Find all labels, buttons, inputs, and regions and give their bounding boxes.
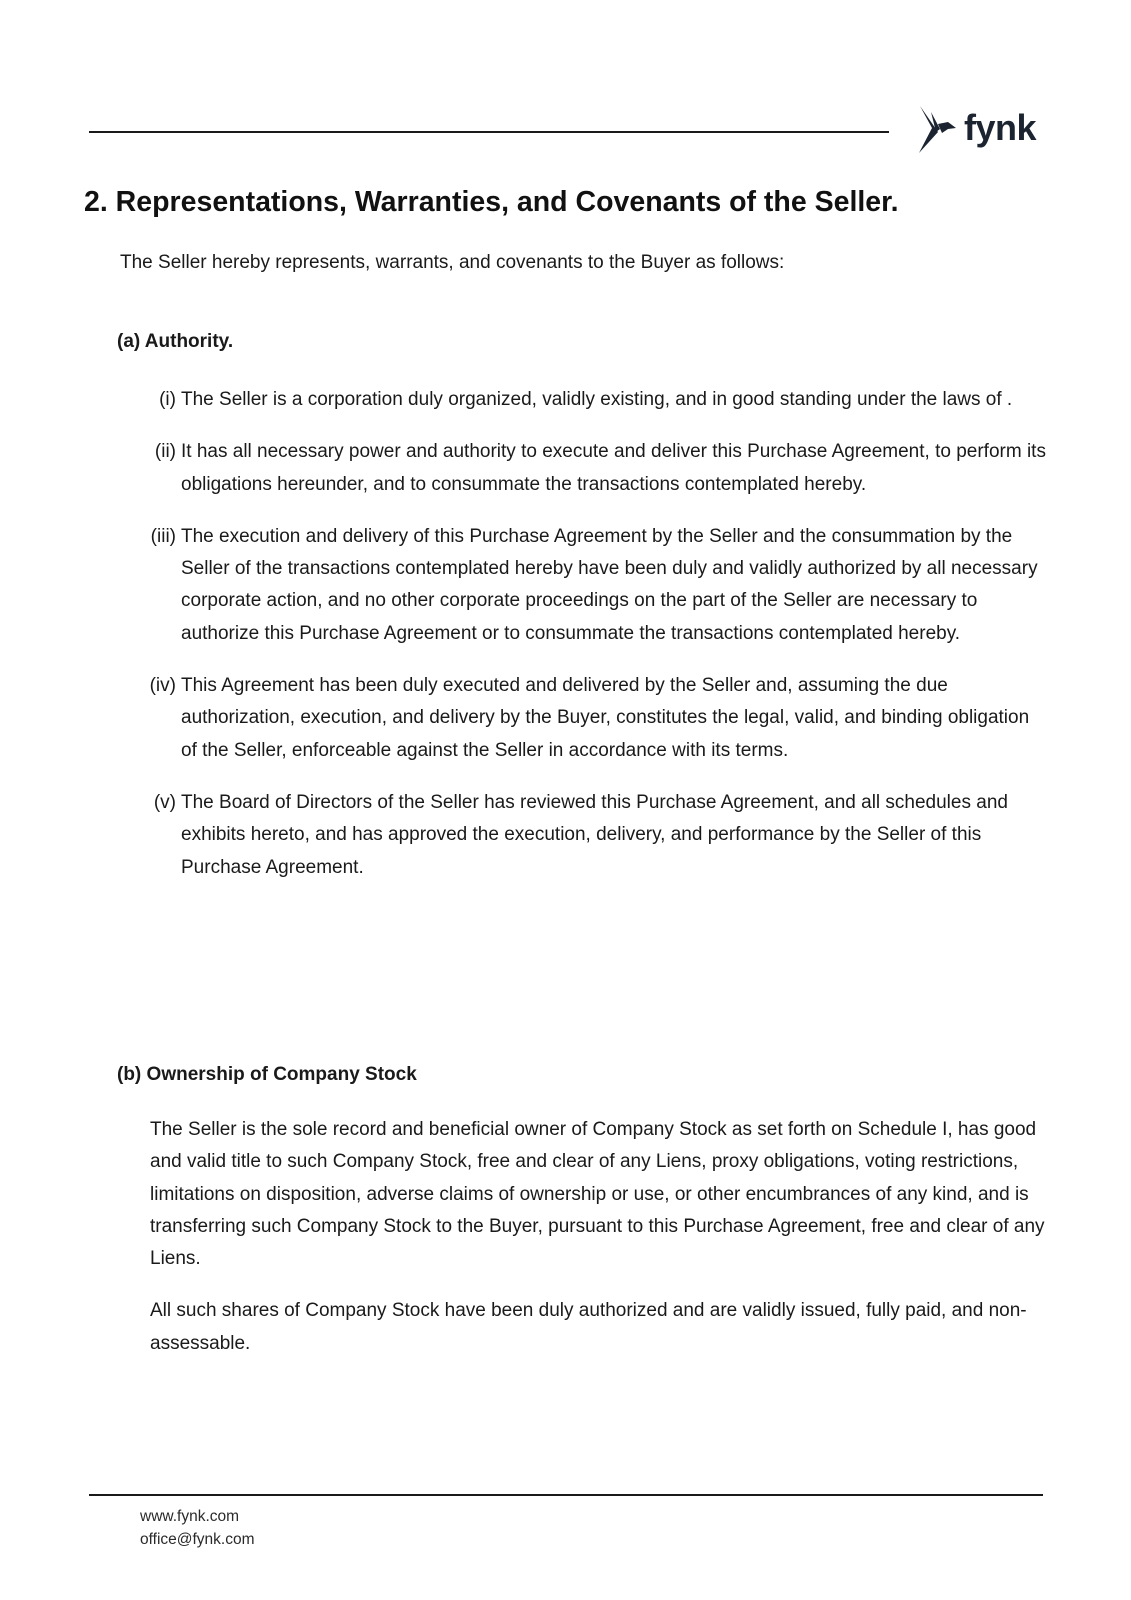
list-item-text: The Board of Directors of the Seller has reviewed this Purchase Agreement, and all schedules and exhibits hereto, and has approved the execution, delivery, and performance by the Seller of this Purchase Agreement. (181, 791, 1008, 878)
brand-logo (918, 102, 1036, 154)
footer-rule (89, 1494, 1043, 1496)
authority-list (117, 384, 1047, 904)
header-rule (89, 131, 889, 133)
footer-website-link[interactable]: www.fynk.com (140, 1508, 240, 1525)
list-item-number: (iii) (150, 525, 176, 547)
list-item (117, 436, 1047, 501)
list-item-text: It has all necessary power and authority to execute and deliver this Purchase Agreement, to perform its obligations hereunder, and to consummate the transactions contemplated hereby. (181, 441, 1046, 495)
footer-email-link[interactable]: office@fynk.com (140, 1531, 255, 1548)
list-item-text: This Agreement has been duly executed and delivered by the Seller and, assuming the due authorization, execution, and delivery by the Buyer, constitutes the legal, valid, and binding obligation of the Seller, enforceable against the Seller in accordance with its terms. (181, 675, 1030, 761)
ownership-paragraph: The Seller is the sole record and beneficial owner of Company Stock as set forth on Schedule I, has good and valid title to such Company Stock, free and clear of any Liens, proxy obligations, voting restrictions, limitations on disposition, adverse claims of ownership or use, or other encumbrances of any kind, and is transferring such Company Stock to the Buyer, pursuant to this Purchase Agreement, free and clear of any Liens. (150, 1119, 1045, 1270)
bird-logo-icon (918, 102, 958, 154)
list-item (117, 787, 1047, 884)
list-item-text: The execution and delivery of this Purchase Agreement by the Seller and the consummation by the Seller of the transactions contemplated hereby have been duly and validly authorized by all necessary corporate action, and no other corporate proceedings on the part of the Seller are necessary to authorize this Purchase Agreement or to consummate the transactions contemplated hereby. (181, 525, 1038, 644)
list-item-text: The Seller is a corporation duly organized, validly existing, and in good standing under the laws of . (181, 389, 1013, 410)
brand-name: fynk (964, 107, 1037, 148)
subsection-ownership-heading: (b) Ownership of Company Stock (117, 1064, 417, 1085)
ownership-body (150, 1114, 1055, 1380)
list-item (117, 521, 1047, 650)
ownership-paragraph: All such shares of Company Stock have been duly authorized and are validly issued, fully paid, and non-assessable. (150, 1300, 1027, 1354)
list-item (117, 384, 1047, 416)
list-item-number: (iv) (149, 675, 176, 697)
section-intro: The Seller hereby represents, warrants, and covenants to the Buyer as follows: (120, 252, 785, 273)
list-item-number: (i) (159, 389, 176, 410)
list-item-number: (v) (153, 791, 176, 813)
list-item (117, 670, 1047, 767)
subsection-authority-heading: (a) Authority. (117, 331, 234, 352)
list-item-number: (ii) (154, 441, 176, 463)
footer (140, 1505, 255, 1551)
section-title: 2. Representations, Warranties, and Covenants of the Seller. (84, 186, 899, 218)
